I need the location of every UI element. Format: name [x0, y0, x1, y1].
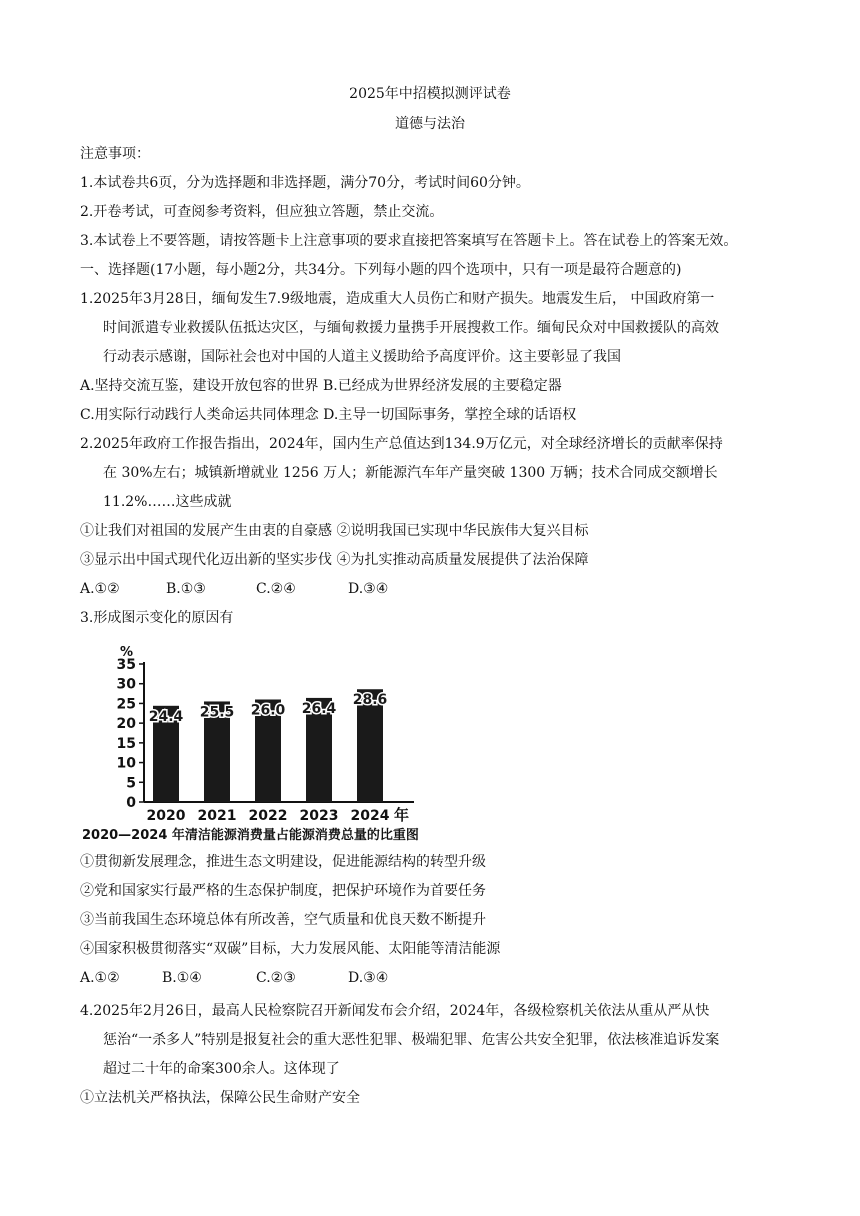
question-2-stem: 在 30%左右；城镇新增就业 1256 万人；新能源汽车年产量突破 1300 万辆；技术合同成交额增长 [103, 465, 718, 481]
question-2-stem: 11.2%……这些成就 [103, 494, 232, 510]
question-2-option-a: A.①② [80, 581, 120, 597]
question-4-stem: 4.2025年2月26日，最高人民检察院召开新闻发布会介绍，2024年，各级检察机关依法从重从严从快 [80, 1003, 710, 1019]
notes-item: 3.本试卷上不要答题，请按答题卡上注意事项的要求直接把答案填写在答题卡上。答在试卷上的答案无效。 [80, 233, 738, 249]
y-tick-label: 15 [116, 735, 136, 752]
question-3-statement: ①贯彻新发展理念，推进生态文明建设，促进能源结构的转型升级 [80, 854, 486, 870]
exam-subject: 道德与法治 [395, 116, 465, 132]
chart-title: 2020—2024 年清洁能源消费量占能源消费总量的比重图 [82, 828, 419, 843]
y-tick-label: 10 [116, 755, 136, 772]
question-4-statement: ①立法机关严格执法，保障公民生命财产安全 [80, 1090, 360, 1106]
question-2-option-b: B.①③ [166, 581, 206, 597]
question-2-stem: 2.2025年政府工作报告指出，2024年，国内生产总值达到134.9万亿元，对全球经济增长的贡献率保持 [80, 436, 723, 452]
x-tick-label: 2024 [350, 808, 390, 824]
bar-value-label: 28.6 [352, 692, 388, 709]
x-tick-label: 2023 [299, 808, 339, 824]
bar-value-label: 26.0 [250, 702, 286, 719]
x-tick-label: 2021 [197, 808, 237, 824]
exam-title: 2025年中招模拟测评试卷 [349, 86, 511, 102]
question-3-option-d: D.③④ [348, 970, 389, 986]
x-tick-label: 2020 [146, 808, 186, 824]
bar-chart-svg [86, 644, 426, 844]
y-tick-label: 20 [116, 716, 136, 733]
question-1-stem: 时间派遣专业救援队伍抵达灾区，与缅甸救援力量携手开展搜救工作。缅甸民众对中国救援队的高效 [103, 320, 719, 336]
y-tick-label: 35 [116, 657, 136, 673]
question-3-statement: ②党和国家实行最严格的生态保护制度，把保护环境作为首要任务 [80, 883, 486, 899]
question-4-stem: 惩治“一杀多人”特别是报复社会的重大恶性犯罪、极端犯罪、危害公共安全犯罪，依法核准追诉发案 [103, 1032, 720, 1048]
y-tick-label: 30 [116, 676, 136, 693]
question-1-options: C.用实际行动践行人类命运共同体理念 D.主导一切国际事务，掌控全球的话语权 [80, 407, 577, 423]
y-tick-label: 5 [126, 775, 136, 792]
y-axis-unit-label: % [120, 645, 134, 660]
question-2-statement: ①让我们对祖国的发展产生由衷的自豪感 ②说明我国已实现中华民族伟大复兴目标 [80, 523, 589, 539]
notes-item: 1.本试卷共6页，分为选择题和非选择题，满分70分，考试时间60分钟。 [80, 175, 530, 191]
x-axis-suffix-label: 年 [394, 806, 410, 824]
question-2-option-c: C.②④ [256, 581, 296, 597]
question-2-statement: ③显示出中国式现代化迈出新的坚实步伐 ④为扎实推动高质量发展提供了法治保障 [80, 552, 589, 568]
question-3-option-a: A.①② [80, 970, 120, 986]
question-2-option-d: D.③④ [348, 581, 389, 597]
question-3-statement: ③当前我国生态环境总体有所改善，空气质量和优良天数不断提升 [80, 912, 486, 928]
bar-value-label: 26.4 [301, 700, 337, 717]
y-tick-label: 0 [126, 795, 136, 811]
question-1-stem: 1.2025年3月28日，缅甸发生7.9级地震，造成重大人员伤亡和财产损失。地震发生后， 中国政府第一 [80, 291, 715, 307]
section-heading: 一、选择题(17小题，每小题2分，共34分。下列每小题的四个选项中，只有一项是最符合题意的) [80, 262, 682, 278]
question-3-option-c: C.②③ [256, 970, 296, 986]
question-3-option-b: B.①④ [162, 970, 202, 986]
bar-value-label: 25.5 [199, 704, 235, 721]
bar-value-label: 24.4 [148, 708, 184, 725]
question-3-stem: 3.形成图示变化的原因有 [80, 610, 234, 626]
question-3-statement: ④国家积极贯彻落实“双碳”目标，大力发展风能、太阳能等清洁能源 [80, 941, 501, 957]
y-tick-label: 25 [116, 696, 136, 713]
question-4-stem: 超过二十年的命案300余人。这体现了 [103, 1061, 340, 1077]
clean-energy-chart [86, 644, 426, 844]
x-tick-label: 2022 [248, 808, 288, 824]
question-1-options: A.坚持交流互鉴，建设开放包容的世界 B.已经成为世界经济发展的主要稳定器 [80, 378, 562, 394]
question-1-stem: 行动表示感谢，国际社会也对中国的人道主义援助给予高度评价。这主要彰显了我国 [103, 349, 621, 365]
notes-heading: 注意事项： [80, 146, 150, 162]
notes-item: 2.开卷考试，可查阅参考资料，但应独立答题，禁止交流。 [80, 204, 444, 220]
